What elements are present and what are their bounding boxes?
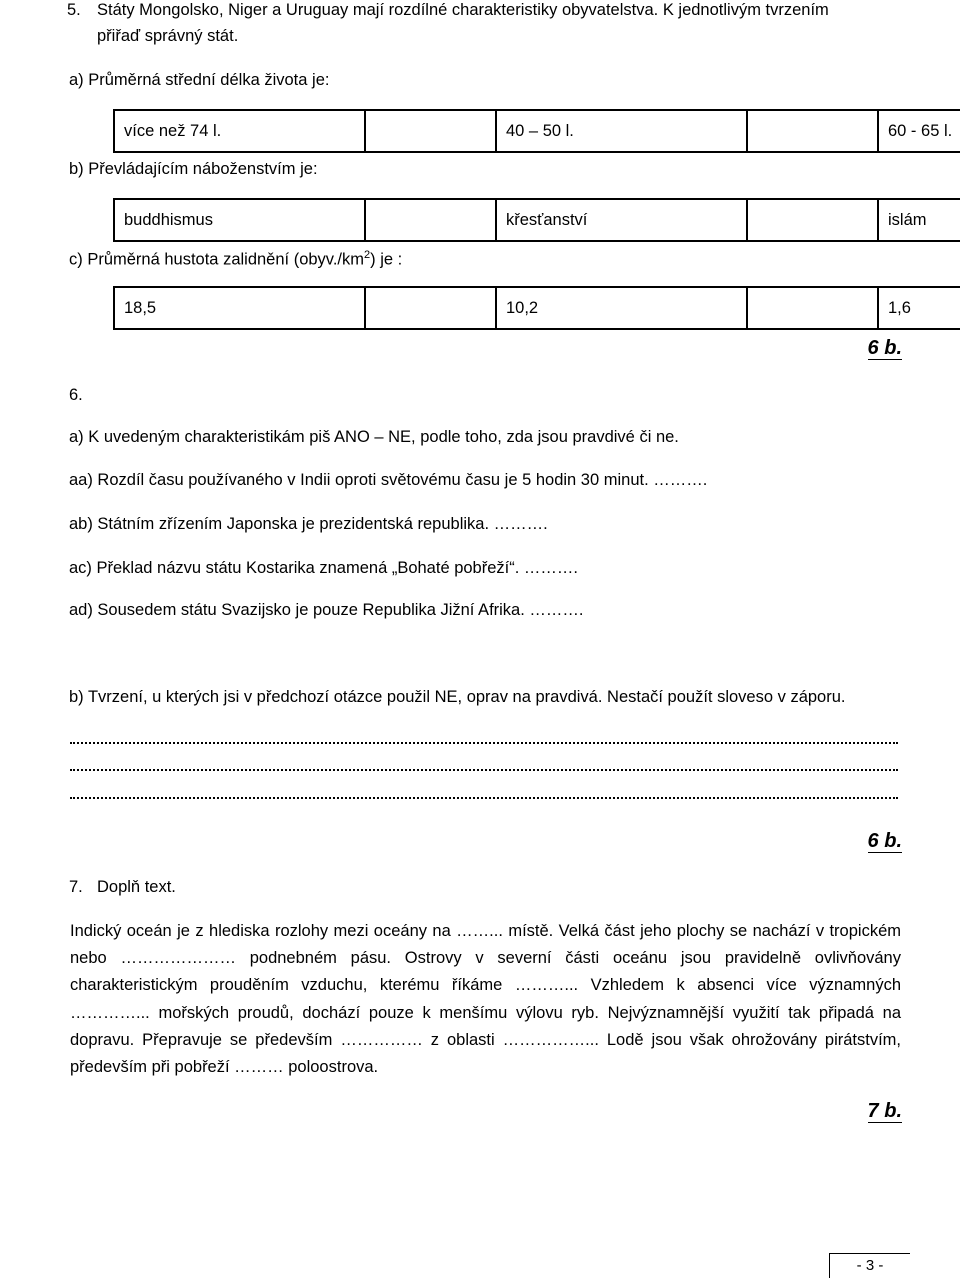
cloze-blank[interactable]: ……………. <box>502 1030 590 1049</box>
q6-statement <box>69 558 578 578</box>
q5a-option-3: 60 - 65 l. <box>878 110 960 152</box>
cloze-text: poloostrova. <box>283 1058 379 1077</box>
q7-number: 7. <box>69 878 83 896</box>
q5b-table <box>113 198 960 242</box>
cloze-blank[interactable]: ………………… <box>120 949 236 968</box>
q5c-table <box>113 286 960 330</box>
cloze-text: .. Vzhledem k absenci více významných <box>568 976 901 995</box>
q5b-answer-1[interactable] <box>365 199 496 241</box>
cloze-blank[interactable]: ………….. <box>70 1003 146 1022</box>
q6-statement <box>69 514 548 534</box>
q5-prompt-line1: Státy Mongolsko, Niger a Uruguay mají rozdílné charakteristiky obyvatelstva. K jednotlivým tvrzením <box>97 1 829 19</box>
q5b-option-3: islám <box>878 199 960 241</box>
q5a-answer-2[interactable] <box>747 110 878 152</box>
q6a-label: a) K uvedeným charakteristikám piš ANO – NE, podle toho, zda jsou pravdivé či ne. <box>69 428 679 446</box>
page-number: - 3 - <box>829 1253 910 1278</box>
answer-line-1[interactable] <box>70 742 898 744</box>
answer-line-2[interactable] <box>70 769 898 771</box>
answer-line-3[interactable] <box>70 797 898 799</box>
cloze-text: Indický oceán je z hlediska rozlohy mezi oceány na <box>70 922 457 940</box>
q5c-label-suffix: ) je : <box>370 250 403 269</box>
q6-statement-text: ac) Překlad názvu státu Kostarika znamená „Bohaté pobřeží“. <box>69 559 520 577</box>
q6b-label: b) Tvrzení, u kterých jsi v předchozí otázce použil NE, oprav na pravdivá. Nestačí použít sloveso v záporu. <box>69 688 846 706</box>
cloze-blank[interactable]: ………. <box>514 976 569 995</box>
q6-statement-text: aa) Rozdíl času používaného v Indii oproti světovému času je 5 hodin 30 minut. <box>69 471 649 489</box>
cloze-text: . mořských proudů, dochází pouze k menšímu výlovu ryb. Nejvýznamnější využití tak připadá na dopravu. Přepravuje se především <box>70 1003 901 1049</box>
q6-answer-blank[interactable]: ………. <box>523 559 579 577</box>
cloze-text: podnebném pásu. Ostrovy v severní části oceánu jsou pravidelně ovlivňovány charakteristickým prouděním vzduchu, kterému říkáme <box>70 949 901 995</box>
q6-statement <box>69 470 707 490</box>
cloze-blank[interactable]: ……… <box>234 1058 284 1077</box>
cloze-blank[interactable]: …………… <box>340 1030 423 1049</box>
q6-answer-blank[interactable]: ………. <box>493 515 548 533</box>
q5c-option-1: 18,5 <box>114 287 365 329</box>
q5a-table <box>113 109 960 153</box>
cloze-text: z oblasti <box>422 1030 503 1049</box>
cloze-text: .. Lodě jsou však ohrožovány pirátstvím, především při pobřeží <box>70 1030 901 1077</box>
q5a-answer-1[interactable] <box>365 110 496 152</box>
q5c-label-text: c) Průměrná hustota zalidnění (obyv./km <box>69 250 364 269</box>
q6-statement-text: ad) Sousedem státu Svazijsko je pouze Republika Jižní Afrika. <box>69 601 525 619</box>
q6-points: 6 b. <box>867 830 902 852</box>
q5c-option-2: 10,2 <box>496 287 747 329</box>
q5a-label: a) Průměrná střední délka života je: <box>69 71 330 89</box>
q5b-option-2: křesťanství <box>496 199 747 241</box>
q6-statement <box>69 600 584 620</box>
q5c-label-superscript: 2 <box>364 249 371 261</box>
q5-points: 6 b. <box>867 337 902 359</box>
cloze-blank[interactable]: …….. <box>456 922 499 940</box>
q5-prompt-line2: přiřaď správný stát. <box>97 27 239 45</box>
cloze-text: . místě. Velká část jeho plochy se nachází v tropickém nebo <box>70 922 901 968</box>
q5c-answer-2[interactable] <box>747 287 878 329</box>
q5a-option-2: 40 – 50 l. <box>496 110 747 152</box>
q6-answer-blank[interactable]: ………. <box>653 471 708 489</box>
q5c-answer-1[interactable] <box>365 287 496 329</box>
q5c-label <box>69 245 402 270</box>
q5b-option-1: buddhismus <box>114 199 365 241</box>
q6-statement-text: ab) Státním zřízením Japonska je prezidentská republika. <box>69 515 490 533</box>
q6-answer-blank[interactable]: ………. <box>529 601 584 619</box>
q5b-answer-2[interactable] <box>747 199 878 241</box>
q5b-label: b) Převládajícím náboženstvím je: <box>69 160 318 178</box>
q5c-option-3: 1,6 <box>878 287 960 329</box>
q6-number: 6. <box>69 386 83 404</box>
q7-title: Doplň text. <box>97 878 176 896</box>
q7-paragraph <box>70 918 901 1081</box>
q7-points: 7 b. <box>867 1100 902 1122</box>
q5-number: 5. <box>67 1 81 19</box>
q5a-option-1: více než 74 l. <box>114 110 365 152</box>
